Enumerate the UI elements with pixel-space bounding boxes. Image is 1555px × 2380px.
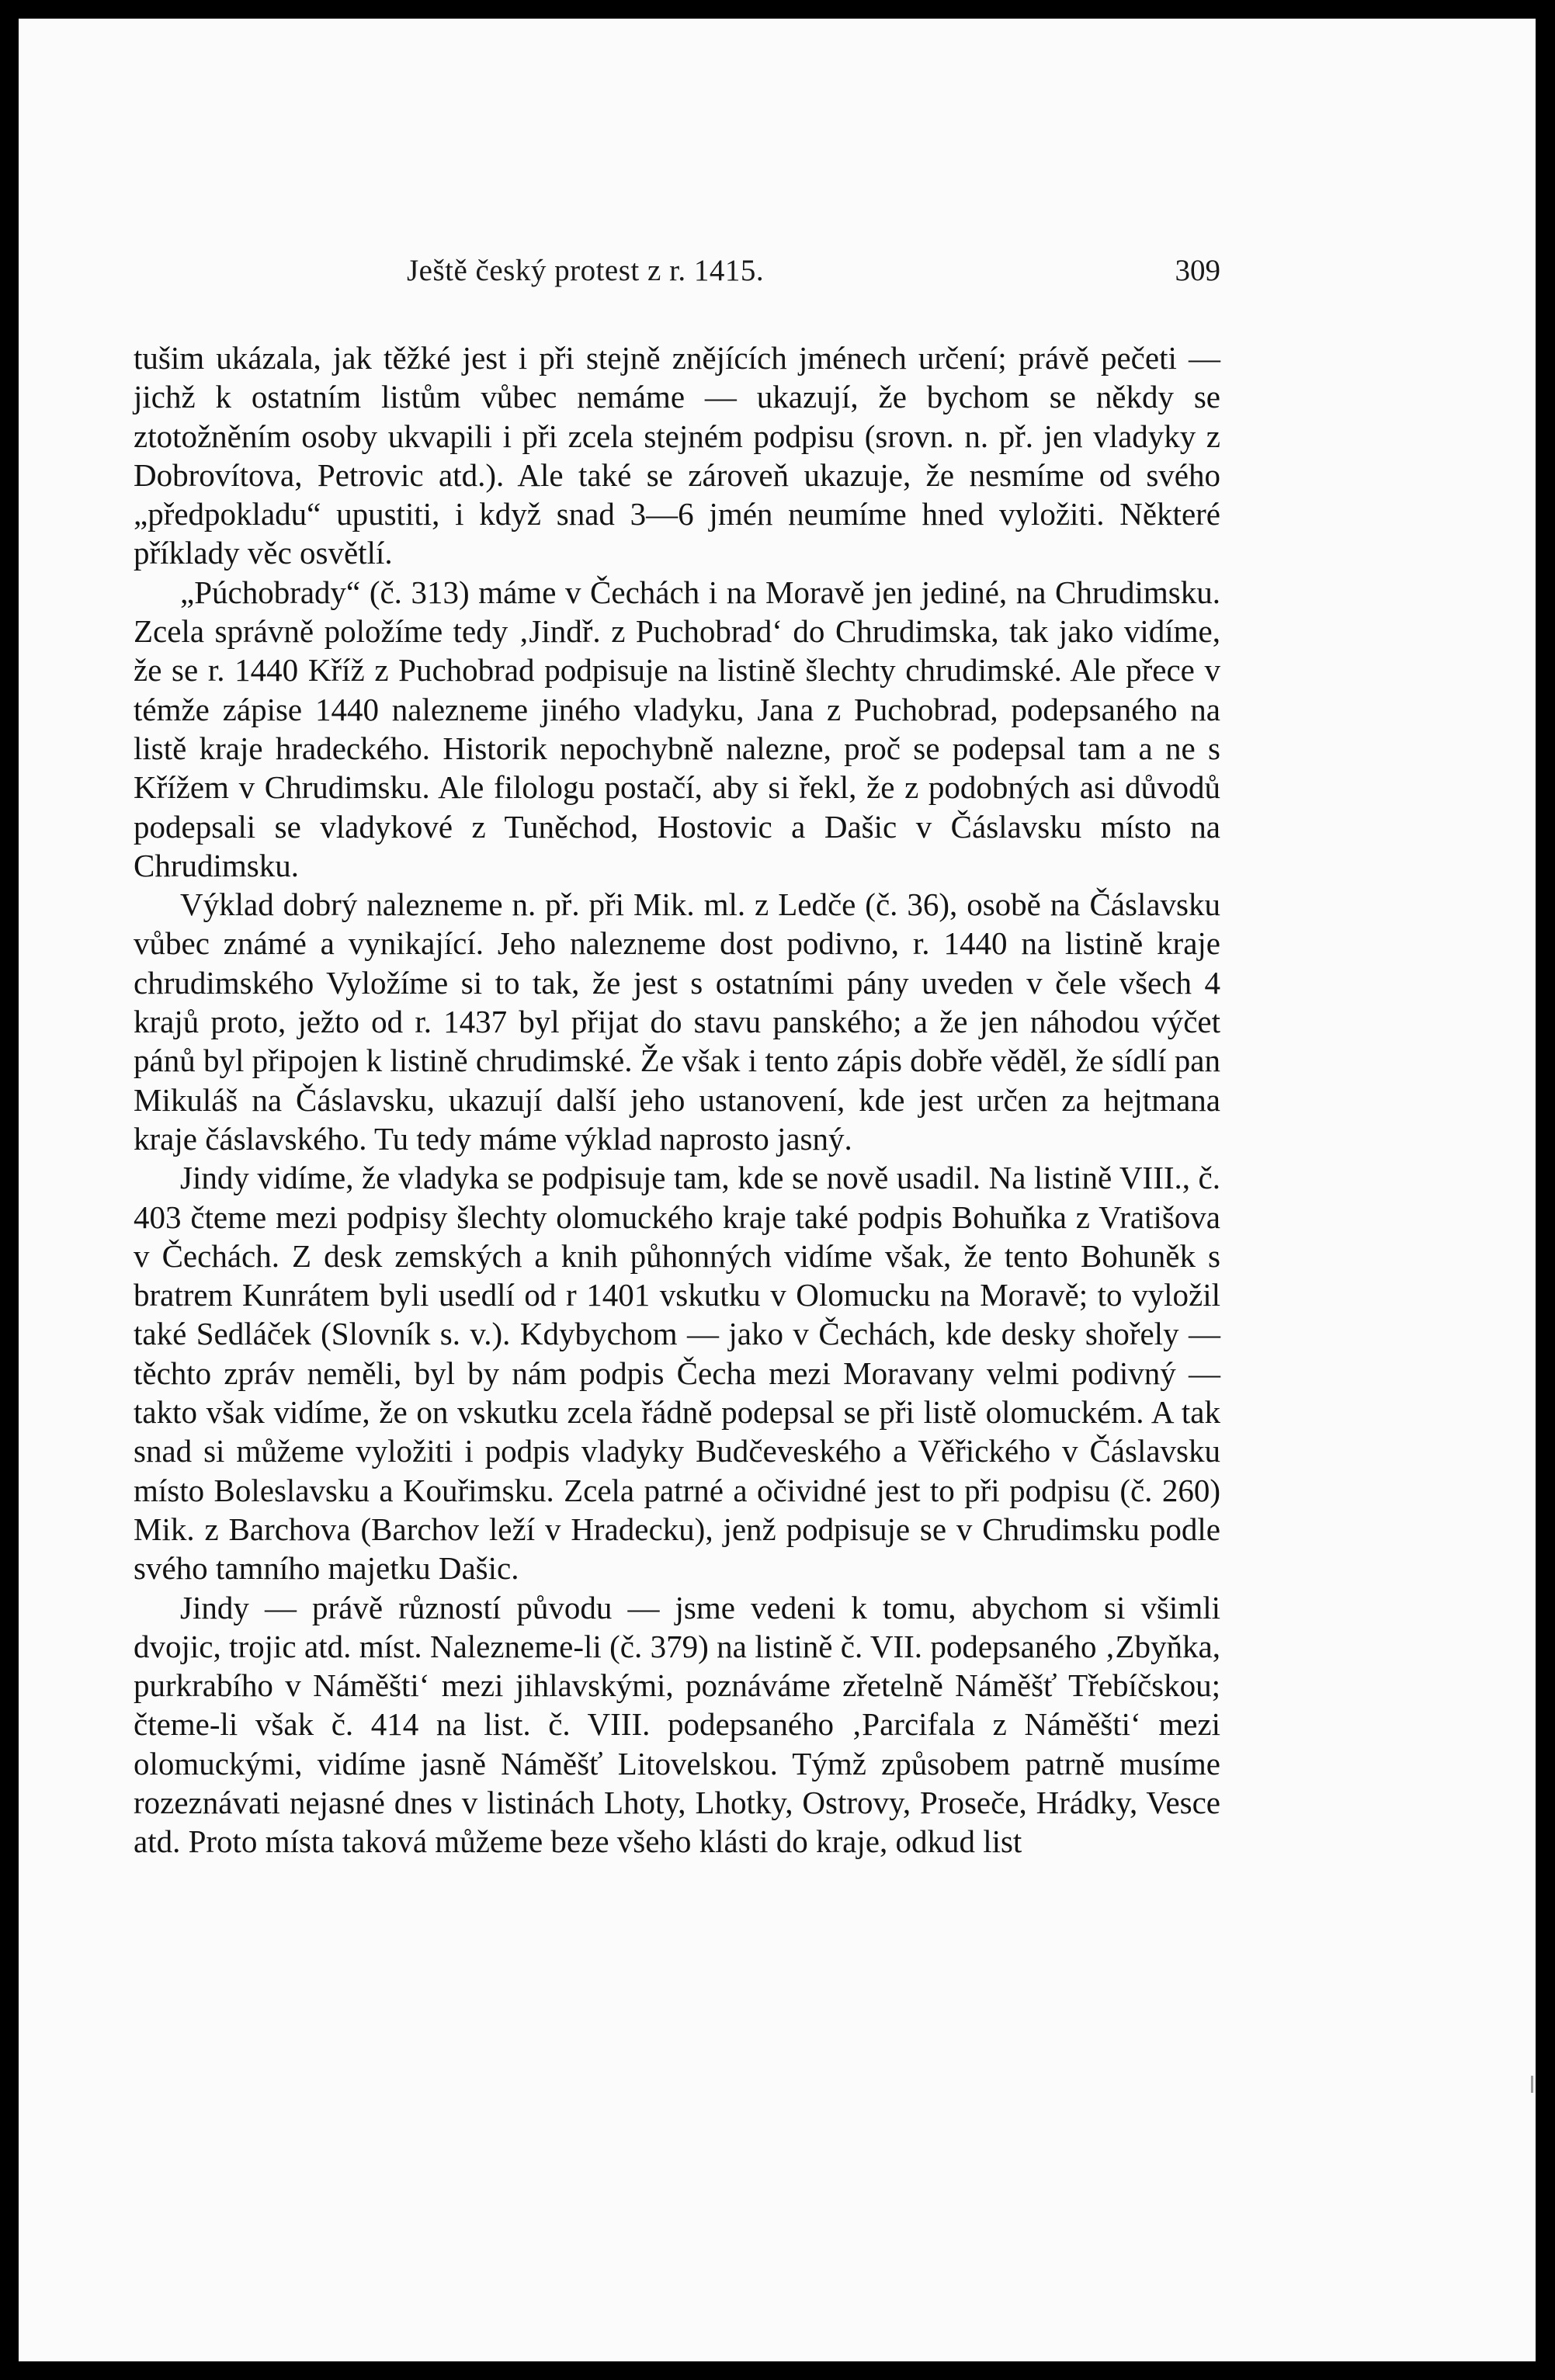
paragraph: Jindy — právě růzností původu — jsme vedeni k tomu, abychom si všimli dvojic, trojic atd. míst. Nalezneme-li (č. 379) na listině č. VII. podepsaného ‚Zbyňka, purkrabího v Náměšti‘ mezi jihlavskými, poznáváme zřetelně Náměšť Třebíčskou; čteme-li však č. 414 na list. č. VIII. podepsaného ‚Parcifala z Náměšti‘ mezi olomuckými, vidíme jasně Náměšť Litovelskou. Týmž způsobem patrně musíme rozeznávati nejasné dnes v listinách Lhoty, Lhotky, Ostrovy, Proseče, Hrádky, Vesce atd. Proto místa taková můžeme beze všeho klásti do kraje, odkud list: [134, 1589, 1220, 1860]
running-title: Ještě český protest z r. 1415.: [407, 254, 765, 287]
page-header: [134, 253, 1220, 300]
margin-mark: [1531, 2076, 1533, 2093]
paragraph: „Púchobrady“ (č. 313) máme v Čechách i na Moravě jen jediné, na Chrudimsku. Zcela správně položíme tedy ‚Jindř. z Puchobrad‘ do Chrudimska, tak jako vidíme, že se r. 1440 Kříž z Puchobrad podpisuje na listině šlechty chrudimské. Ale přece v témže zápise 1440 nalezneme jiného vladyku, Jana z Puchobrad, podepsaného na listě kraje hradeckého. Historik nepochybně nalezne, proč se podepsal tam a ne s Křížem v Chrudimsku. Ale filologu postačí, aby si řekl, že z podobných asi důvodů podepsali se vladykové z Tuněchod, Hostovic a Dašic v Čáslavsku místo na Chrudimsku.: [134, 574, 1220, 883]
paragraph: tušim ukázala, jak těžké jest i při stejně znějících jménech určení; právě pečeti — jichž k ostatním listům vůbec nemáme — ukazují, že bychom se někdy se ztotožněním osoby ukvapili i při zcela stejném podpisu (srovn. n. př. jen vladyky z Dobrovítova, Petrovic atd.). Ale také se zároveň ukazuje, že nesmíme od svého „předpokladu“ upustiti, i když snad 3—6 jmén neumíme hned vyložiti. Některé příklady věc osvětlí.: [134, 340, 1220, 571]
body-text: [134, 338, 1220, 1861]
page-number: 309: [1175, 254, 1220, 287]
paragraph: Výklad dobrý nalezneme n. př. při Mik. ml. z Ledče (č. 36), osobě na Čáslavsku vůbec známé a vynikající. Jeho nalezneme dost podivno, r. 1440 na listině kraje chrudimského Vyložíme si to tak, že jest s ostatními pány uveden v čele všech 4 krajů proto, ježto od r. 1437 byl přijat do stavu panského; a že jen náhodou výčet pánů byl připojen k listině chrudimské. Že však i tento zápis dobře věděl, že sídlí pan Mikuláš na Čáslavsku, ukazují další jeho ustanovení, kde jest určen za hejtmana kraje čáslavského. Tu tedy máme výklad naprosto jasný.: [134, 886, 1220, 1157]
paragraph: Jindy vidíme, že vladyka se podpisuje tam, kde se nově usadil. Na listině VIII., č. 403 čteme mezi podpisy šlechty olomuckého kraje také podpis Bohuňka z Vratišova v Čechách. Z desk zemských a knih půhonných vidíme však, že tento Bohuněk s bratrem Kunrátem byli usedlí od r 1401 vskutku v Olomucku na Moravě; to vyložil také Sedláček (Slovník s. v.). Kdybychom — jako v Čechách, kde desky shořely — těchto zpráv neměli, byl by nám podpis Čecha mezi Moravany velmi podivný — takto však vidíme, že on vskutku zcela řádně podepsal se při listě olomuckém. A tak snad si můžeme vyložiti i podpis vladyky Budčeveského a Věřického v Čáslavsku místo Boleslavsku a Kouřimsku. Zcela patrné a očividné jest to při podpisu (č. 260) Mik. z Barchova (Barchov leží v Hradecku), jenž podpisuje se v Chrudimsku podle svého tamního majetku Dašic.: [134, 1160, 1220, 1587]
book-page: [19, 19, 1536, 2361]
